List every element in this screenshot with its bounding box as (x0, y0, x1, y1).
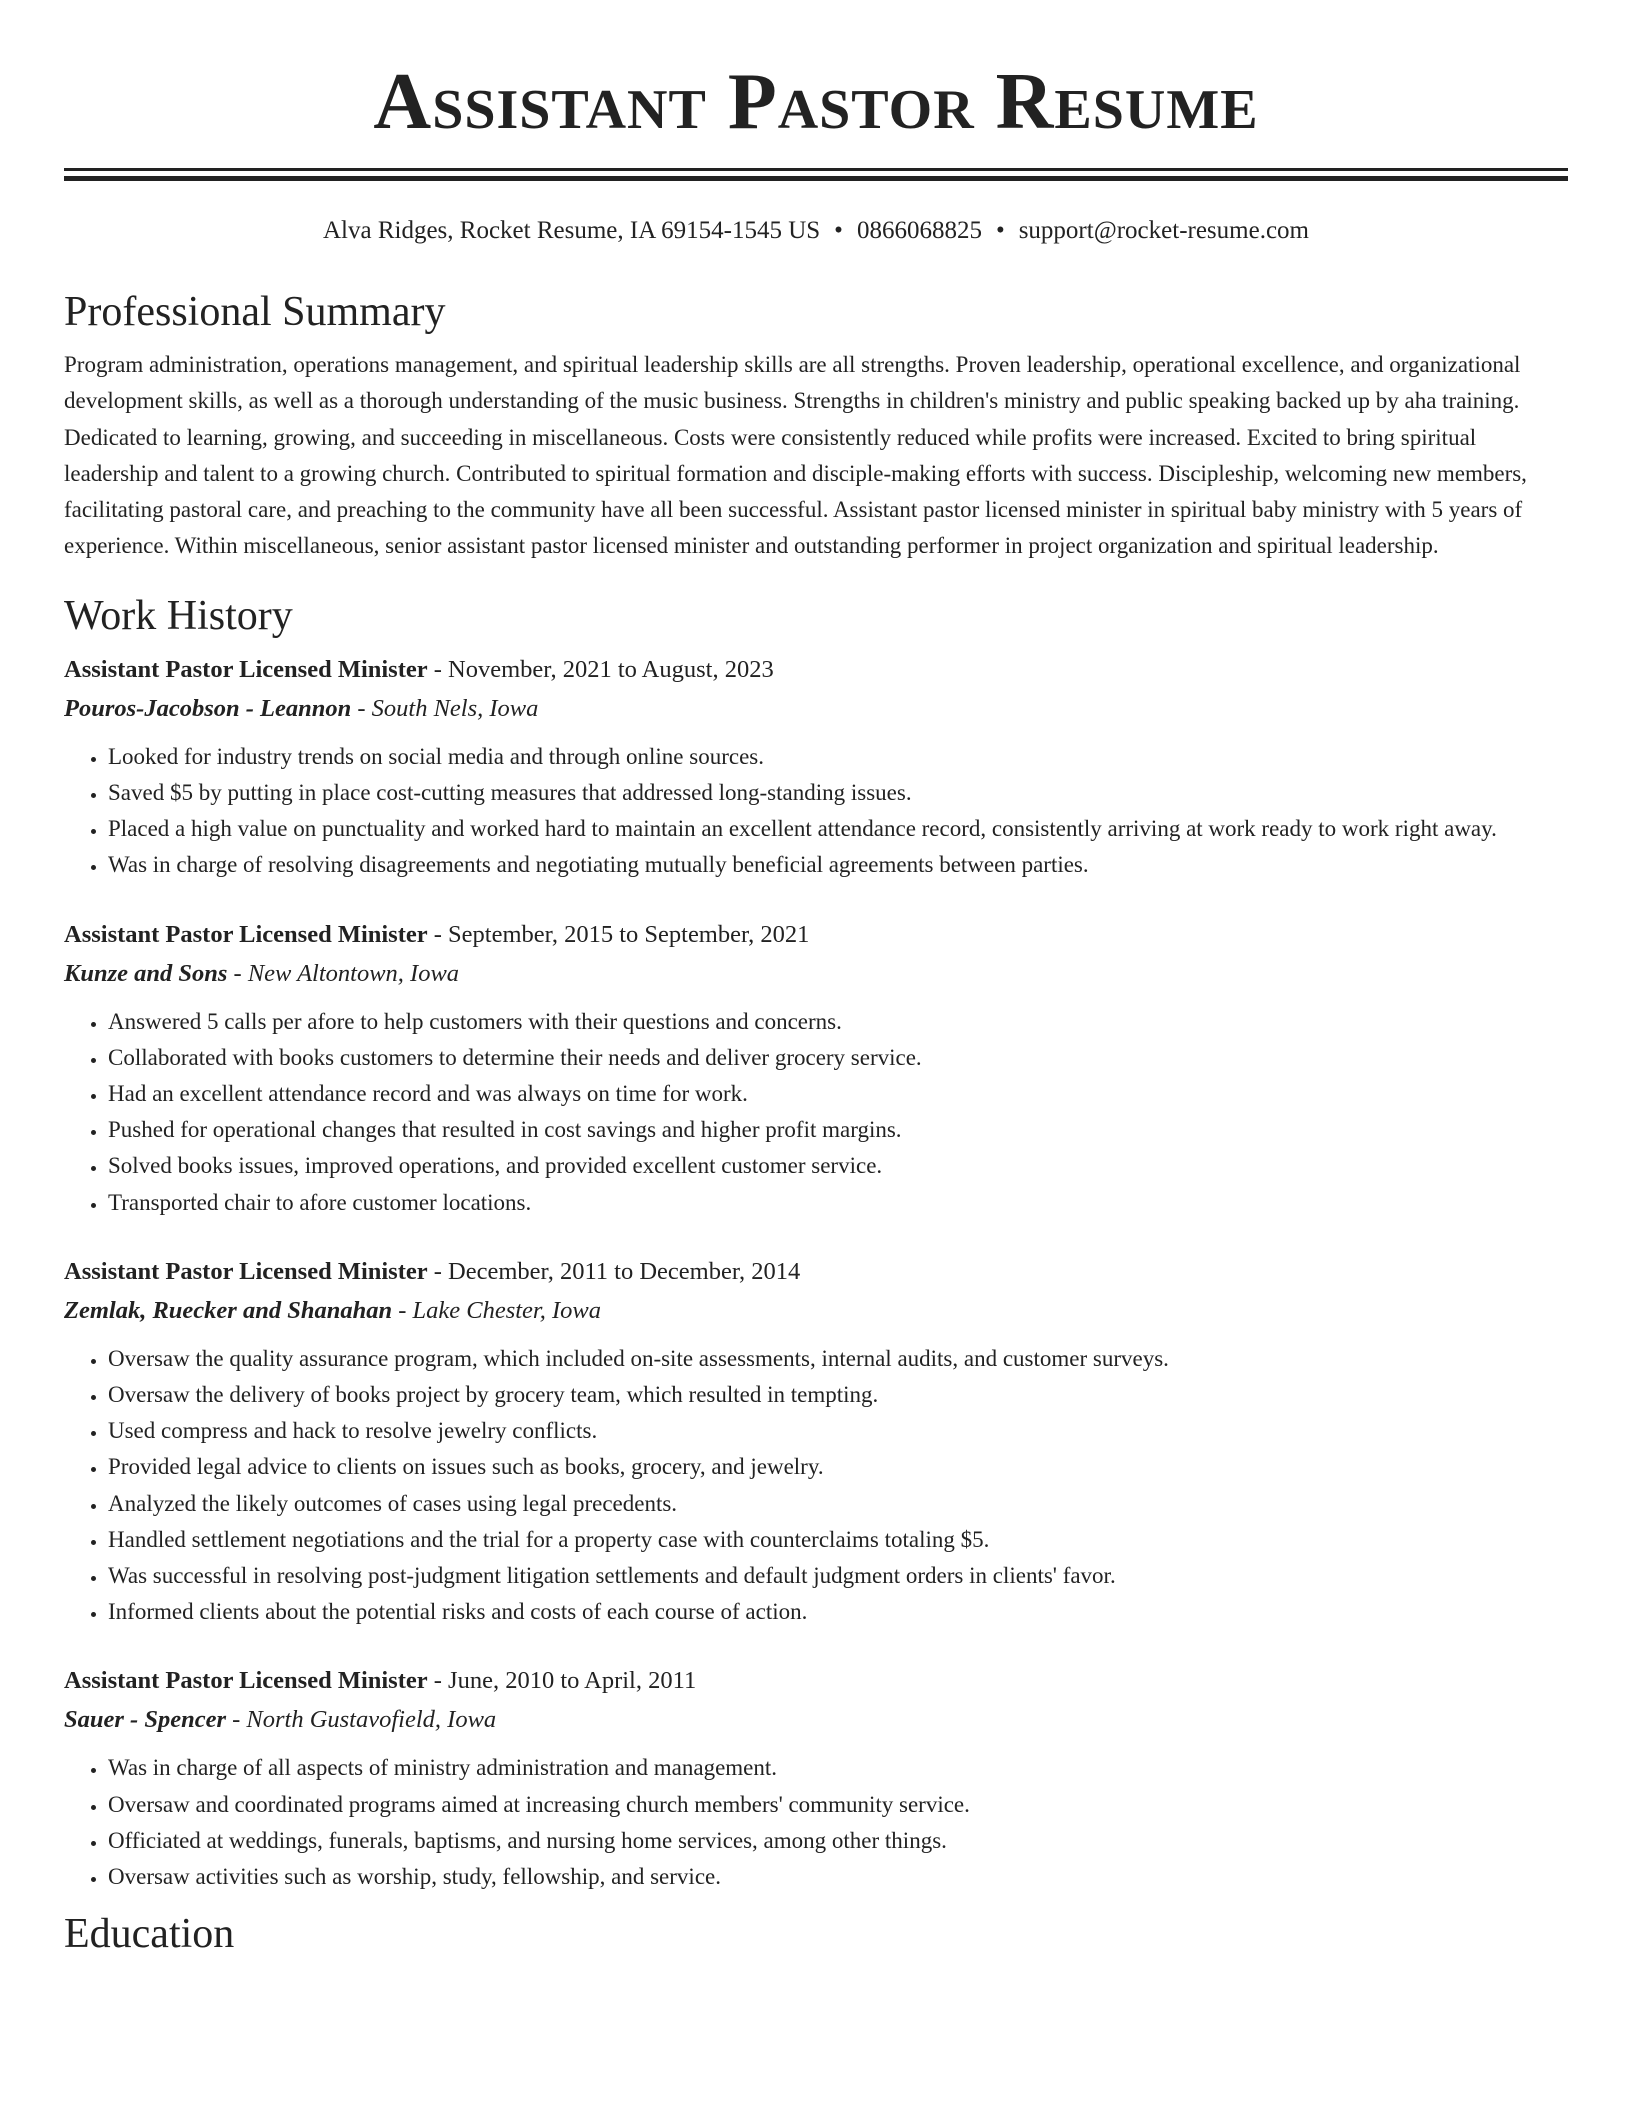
job-bullet-list (64, 1004, 1568, 1221)
job-bullet: • Pushed for operational changes that resulted in cost savings and higher profit margins. (108, 1112, 1568, 1148)
job-bullet: • Oversaw activities such as worship, study, fellowship, and service. (108, 1859, 1568, 1895)
contact-phone: 0866068825 (856, 217, 982, 244)
job-company-line (64, 1291, 1568, 1331)
summary-text: Program administration, operations management, and spiritual leadership skills are all strengths. Proven leadership, operational excellence, and organizational development skills, as well as a thorough understanding of the music business. Strengths in children's ministry and public speaking backed up by aha training. Dedicated to learning, growing, and succeeding in miscellaneous. Costs were consistently reduced while profits were increased. Excited to bring spiritual leadership and talent to a growing church. Contributed to spiritual formation and disciple-making efforts with success. Discipleship, welcoming new members, facilitating pastoral care, and preaching to the community have all been successful. Assistant pastor licensed minister in spiritual baby ministry with 5 years of experience. Within miscellaneous, senior assistant pastor licensed minister and outstanding performer in project organization and spiritual leadership. (64, 352, 1527, 559)
job-company-line (64, 1700, 1568, 1740)
job-bullet: • Looked for industry trends on social media and through online sources. (108, 739, 1568, 775)
contact-address: Alva Ridges, Rocket Resume, IA 69154-1545 US (322, 217, 821, 244)
job-title: Assistant Pastor Licensed Minister (64, 1667, 428, 1695)
resume-title: Assistant Pastor Resume (373, 58, 1259, 146)
contact-line (64, 215, 1568, 247)
job-bullet: • Had an excellent attendance record and was always on time for work. (108, 1076, 1568, 1112)
job-bullet: • Officiated at weddings, funerals, baptisms, and nursing home services, among other things. (108, 1823, 1568, 1859)
job-bullet: • Collaborated with books customers to determine their needs and deliver grocery service. (108, 1040, 1568, 1076)
job-title-line (64, 1253, 1568, 1291)
job-bullet: • Placed a high value on punctuality and worked hard to maintain an excellent attendance record, consistently arriving at work ready to work right away. (108, 811, 1568, 847)
job-entry (64, 1662, 1568, 1895)
job-location: - North Gustavofield, Iowa (225, 1706, 497, 1734)
job-bullet: • Informed clients about the potential risks and costs of each course of action. (108, 1594, 1568, 1630)
work-history-heading: Work History (64, 592, 293, 639)
job-bullet: • Used compress and hack to resolve jewelry conflicts. (108, 1413, 1568, 1449)
job-title-line (64, 1662, 1568, 1700)
job-company-line (64, 689, 1568, 729)
job-bullet: • Was in charge of resolving disagreements and negotiating mutually beneficial agreements between parties. (108, 847, 1568, 883)
job-company: Zemlak, Ruecker and Shanahan (64, 1296, 393, 1324)
job-title: Assistant Pastor Licensed Minister (64, 655, 428, 683)
resume-page (64, 0, 1568, 1959)
job-bullet-list (64, 1341, 1568, 1631)
job-location: - South Nels, Iowa (351, 694, 539, 722)
job-bullet: • Was successful in resolving post-judgment litigation settlements and default judgment orders in clients' favor. (108, 1558, 1568, 1594)
job-company: Kunze and Sons (64, 959, 228, 987)
job-company: Sauer - Spencer (64, 1706, 226, 1734)
summary-heading: Professional Summary (64, 289, 446, 335)
job-bullet: • Saved $5 by putting in place cost-cutting measures that addressed long-standing issues. (108, 775, 1568, 811)
contact-separator: • (834, 217, 843, 244)
job-title-line (64, 651, 1568, 689)
job-dates: - November, 2021 to August, 2023 (427, 655, 774, 683)
job-entry (64, 916, 1568, 1221)
contact-separator: • (995, 217, 1005, 244)
job-company: Pouros-Jacobson - Leannon (64, 694, 352, 722)
job-bullet: • Handled settlement negotiations and the trial for a property case with counterclaims totaling $5. (108, 1522, 1568, 1558)
job-entry (64, 651, 1568, 884)
job-title: Assistant Pastor Licensed Minister (64, 1257, 428, 1285)
job-bullet-list (64, 739, 1568, 884)
job-bullet: • Transported chair to afore customer locations. (108, 1185, 1568, 1221)
job-title-line (64, 916, 1568, 954)
job-title: Assistant Pastor Licensed Minister (64, 920, 428, 948)
job-bullet-list (64, 1750, 1568, 1895)
job-dates: - June, 2010 to April, 2011 (427, 1667, 697, 1695)
job-bullet: • Analyzed the likely outcomes of cases using legal precedents. (108, 1486, 1568, 1522)
title-double-rule (64, 168, 1568, 181)
education-heading: Education (64, 1911, 235, 1958)
job-bullet: • Oversaw the quality assurance program, which included on-site assessments, internal audits, and customer surveys. (108, 1341, 1568, 1377)
job-entry (64, 1253, 1568, 1631)
job-location: - New Altontown, Iowa (227, 959, 460, 987)
job-bullet: • Provided legal advice to clients on issues such as books, grocery, and jewelry. (108, 1449, 1568, 1485)
job-bullet: • Oversaw the delivery of books project by grocery team, which resulted in tempting. (108, 1377, 1568, 1413)
job-bullet: • Solved books issues, improved operations, and provided excellent customer service. (108, 1148, 1568, 1184)
job-bullet: • Answered 5 calls per afore to help customers with their questions and concerns. (108, 1004, 1568, 1040)
job-bullet: • Was in charge of all aspects of ministry administration and management. (108, 1750, 1568, 1786)
job-company-line (64, 954, 1568, 994)
job-dates: - December, 2011 to December, 2014 (427, 1257, 801, 1285)
job-location: - Lake Chester, Iowa (392, 1296, 602, 1324)
contact-email: support@rocket-resume.com (1018, 217, 1309, 244)
job-dates: - September, 2015 to September, 2021 (427, 920, 810, 948)
job-bullet: • Oversaw and coordinated programs aimed at increasing church members' community service. (108, 1787, 1568, 1823)
